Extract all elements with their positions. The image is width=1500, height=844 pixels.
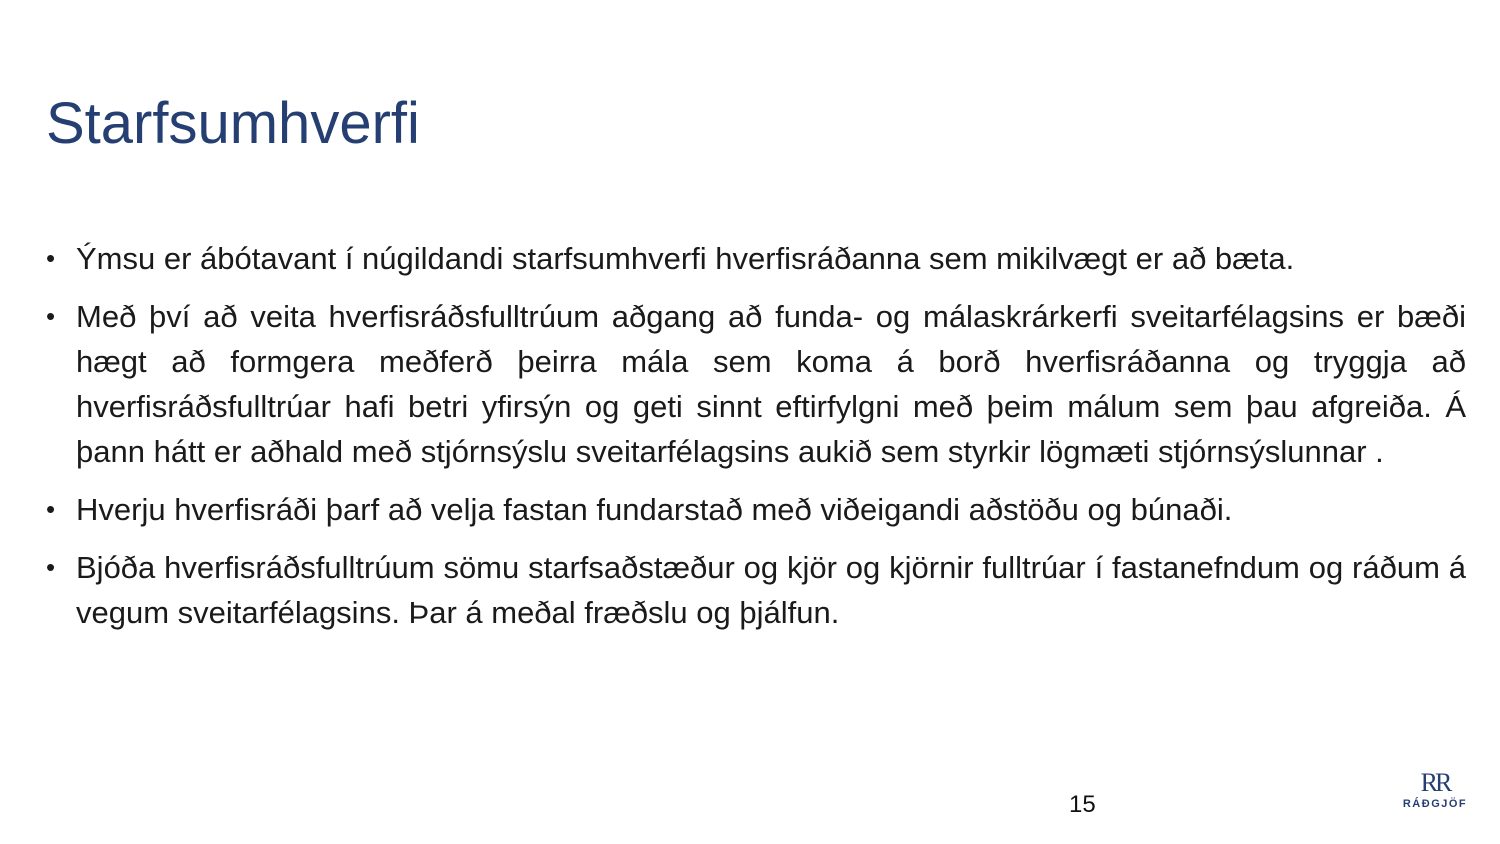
bullet-item (46, 236, 1466, 281)
bullet-dot-icon: • (46, 243, 56, 273)
bullet-item (46, 545, 1466, 635)
bullet-list (46, 236, 1466, 648)
bullet-dot-icon: • (46, 552, 56, 582)
bullet-text: Bjóða hverfisráðsfulltrúum sömu starfsaðstæður og kjör og kjörnir fulltrúar í fastanefndum og ráðum á vegum sveitarfélagsins. Þar á meðal fræðslu og þjálfun. (76, 550, 1466, 630)
bullet-item (46, 294, 1466, 474)
bullet-dot-icon: • (46, 301, 56, 331)
slide-title: Starfsumhverfi (46, 91, 420, 156)
bullet-text: Ýmsu er ábótavant í núgildandi starfsumhverfi hverfisráðanna sem mikilvægt er að bæta. (76, 241, 1295, 276)
bullet-text: Með því að veita hverfisráðsfulltrúum aðgang að funda- og málaskrárkerfi sveitarfélagsins er bæði hægt að formgera meðferð þeirra mála sem koma á borð hverfisráðanna og tryggja að hverfisráðsfulltrúar hafi betri yfirsýn og geti sinnt eftirfylgni með þeim málum sem þau afgreiða. Á þann hátt er aðhald með stjórnsýslu sveitarfélagsins aukið sem styrkir lögmæti stjórnsýslunnar . (76, 299, 1466, 469)
logo-text: RÁÐGJÖF (1402, 798, 1468, 810)
page-number: 15 (1069, 791, 1096, 818)
company-logo (1395, 770, 1475, 810)
logo-mark-icon: RR (1420, 768, 1450, 797)
bullet-text: Hverju hverfisráði þarf að velja fastan fundarstað með viðeigandi aðstöðu og búnaði. (76, 492, 1233, 527)
bullet-dot-icon: • (46, 494, 56, 524)
bullet-item (46, 487, 1466, 532)
